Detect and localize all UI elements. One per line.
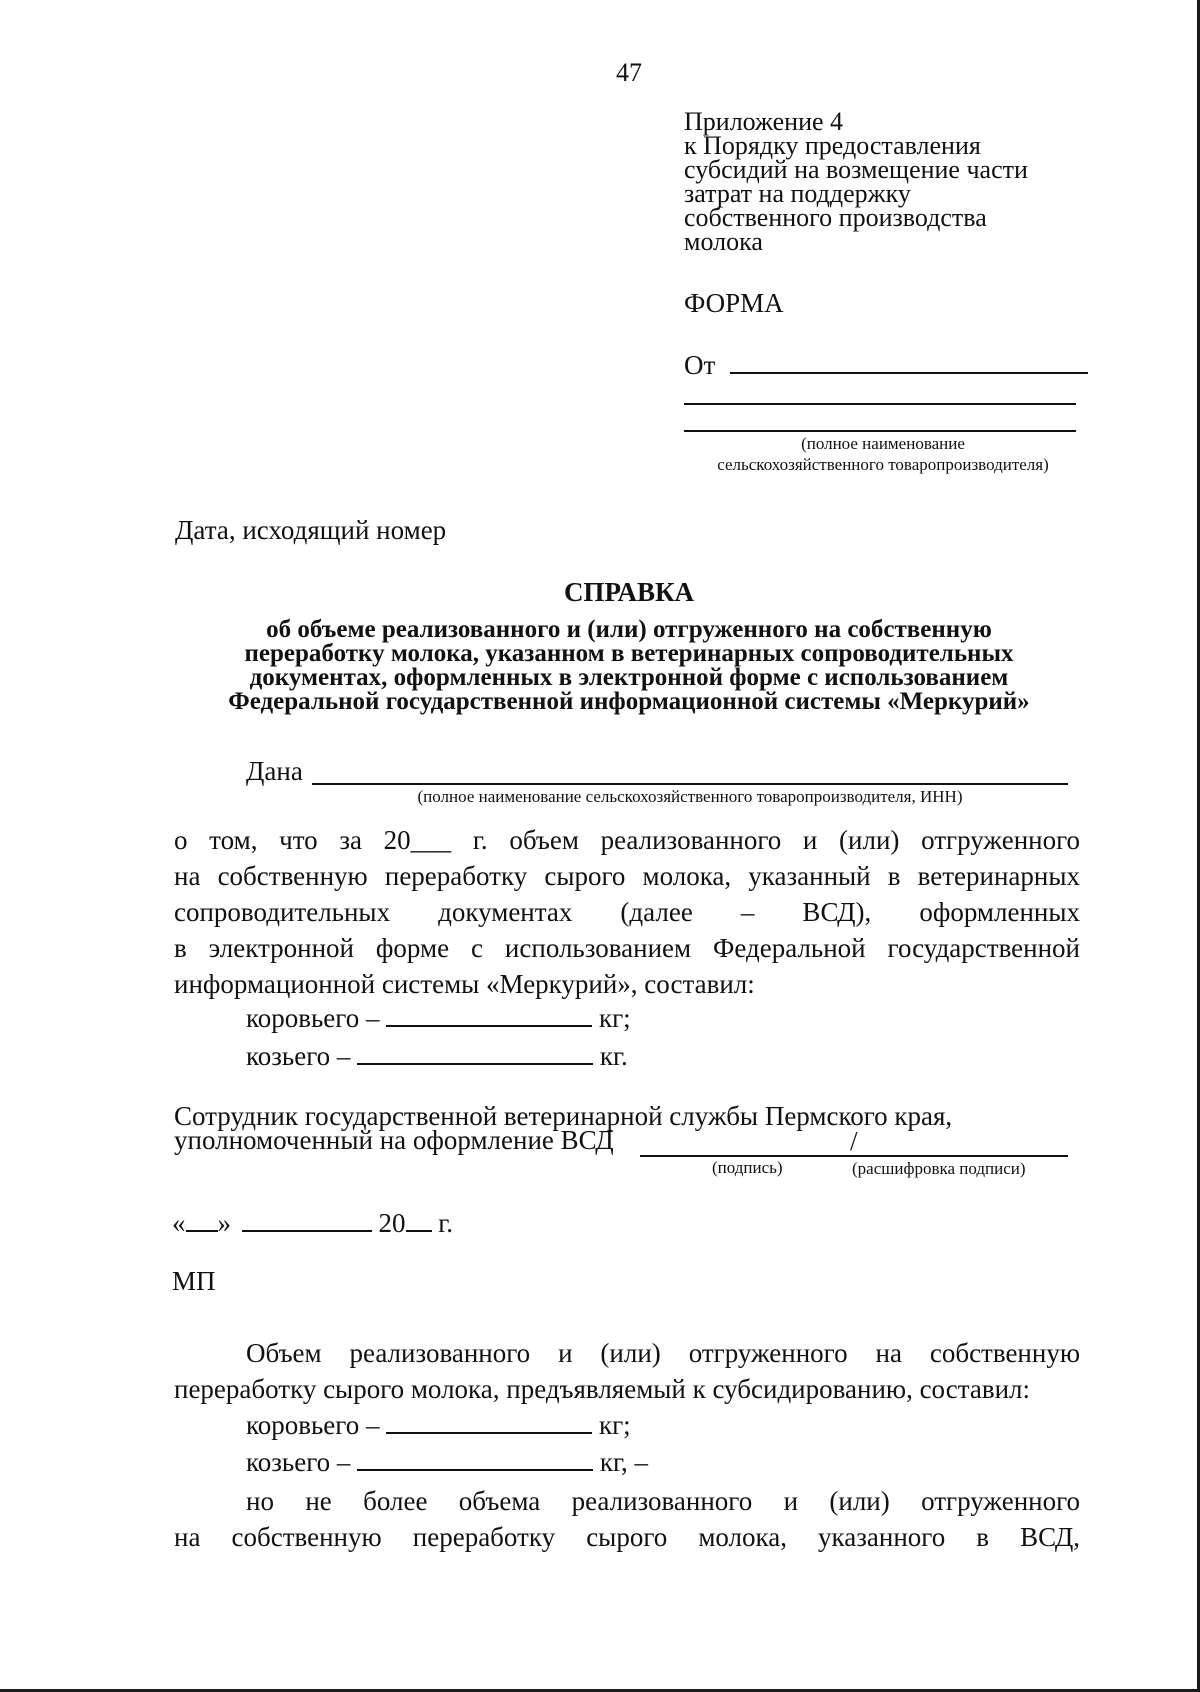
page-number: 47 — [616, 58, 642, 87]
date-close-quote: » — [217, 1208, 231, 1238]
goat-unit: кг, – — [599, 1447, 649, 1477]
goat-unit: кг. — [599, 1041, 628, 1071]
from-caption — [684, 433, 1082, 475]
given-label: Дана — [246, 756, 303, 786]
cow-amount-blank[interactable] — [386, 1003, 592, 1027]
from-label: От — [684, 350, 716, 380]
paragraph-2 — [174, 1335, 1080, 1407]
appendix-line: молока — [684, 227, 763, 256]
year-suffix: г. — [438, 1208, 454, 1238]
signature-decode-caption: (расшифровка подписи) — [852, 1159, 1026, 1178]
cow-unit: кг; — [598, 1410, 631, 1440]
given-row — [246, 756, 303, 787]
goat-label: козьего – — [246, 1447, 351, 1477]
appendix-line: к Порядку предоставления — [684, 131, 981, 160]
paragraph-line: о том, что за 20___ г. объем реализованного и (или) отгруженного — [174, 825, 1080, 855]
from-blank-line-2[interactable] — [684, 403, 1076, 405]
cow-unit: кг; — [598, 1003, 631, 1033]
subtitle-line: документах, оформленных в электронной форме с использованием — [249, 664, 1009, 691]
signature-slash: / — [850, 1126, 858, 1156]
paragraph-line: на собственную переработку сырого молока, указанный в ветеринарных — [174, 861, 1080, 891]
document-title: СПРАВКА — [563, 577, 695, 607]
from-caption-line: (полное наименование — [801, 434, 965, 453]
given-caption: (полное наименование сельскохозяйственного товаропроизводителя, ИНН) — [417, 787, 963, 806]
paragraph-1 — [174, 822, 1080, 1002]
signature-caption: (подпись) — [712, 1158, 783, 1177]
paragraph-line: переработку сырого молока, предъявляемый к субсидированию, составил: — [174, 1374, 1030, 1404]
subtitle-line: переработку молока, указанном в ветеринарных сопроводительных — [244, 640, 1014, 667]
appendix-line: собственного производства — [684, 203, 987, 232]
cow-milk-row-1 — [246, 1003, 631, 1034]
from-row — [684, 350, 1088, 381]
date-row — [172, 1208, 453, 1239]
given-blank[interactable] — [312, 783, 1068, 785]
month-blank[interactable] — [242, 1208, 372, 1232]
subtitle-line: об объеме реализованного и (или) отгруженного на собственную — [266, 616, 992, 643]
paragraph-line: информационной системы «Меркурий», составил: — [174, 969, 755, 999]
appendix-header — [684, 107, 1104, 256]
appendix-line: субсидий на возмещение части — [684, 155, 1028, 184]
paragraph-line: сопроводительных документах (далее – ВСД), оформленных — [174, 897, 1080, 927]
goat-milk-row-1 — [246, 1041, 628, 1072]
cow-label: коровьего – — [246, 1003, 380, 1033]
appendix-line: Приложение 4 — [684, 107, 844, 136]
from-blank-line-3[interactable] — [684, 430, 1076, 432]
seal-label: МП — [172, 1266, 216, 1296]
cow-label: коровьего – — [246, 1410, 380, 1440]
cow-milk-row-2 — [246, 1410, 631, 1441]
paragraph-line: на собственную переработку сырого молока, указанного в ВСД, — [174, 1522, 1080, 1552]
subtitle-line: Федеральной государственной информационной системы «Меркурий» — [228, 688, 1030, 715]
year-prefix: 20 — [378, 1208, 406, 1238]
paragraph-line: но не более объема реализованного и (или) отгруженного — [246, 1486, 1080, 1516]
goat-amount-blank[interactable] — [357, 1041, 593, 1065]
paragraph-line: Объем реализованного и (или) отгруженного на собственную — [246, 1338, 1080, 1368]
paragraph-3 — [174, 1483, 1080, 1555]
paragraph-line: в электронной форме с использованием Федеральной государственной — [174, 933, 1080, 963]
document-subtitle — [160, 618, 1098, 714]
appendix-line: затрат на поддержку — [684, 179, 911, 208]
goat-milk-row-2 — [246, 1447, 648, 1478]
from-blank[interactable] — [730, 350, 1088, 374]
staff-block — [174, 1101, 953, 1155]
date-number-label: Дата, исходящий номер — [175, 515, 447, 545]
goat-label: козьего – — [246, 1041, 351, 1071]
day-blank[interactable] — [186, 1208, 218, 1232]
staff-line-2: уполномоченный на оформление ВСД — [174, 1125, 614, 1155]
year-blank[interactable] — [406, 1208, 432, 1232]
goat-amount-blank[interactable] — [357, 1447, 593, 1471]
form-label: ФОРМА — [684, 288, 784, 318]
date-open-quote: « — [172, 1208, 186, 1238]
cow-amount-blank[interactable] — [386, 1410, 592, 1434]
staff-line-1: Сотрудник государственной ветеринарной службы Пермского края, — [174, 1101, 953, 1131]
from-caption-line: сельскохозяйственного товаропроизводителя) — [717, 455, 1049, 474]
